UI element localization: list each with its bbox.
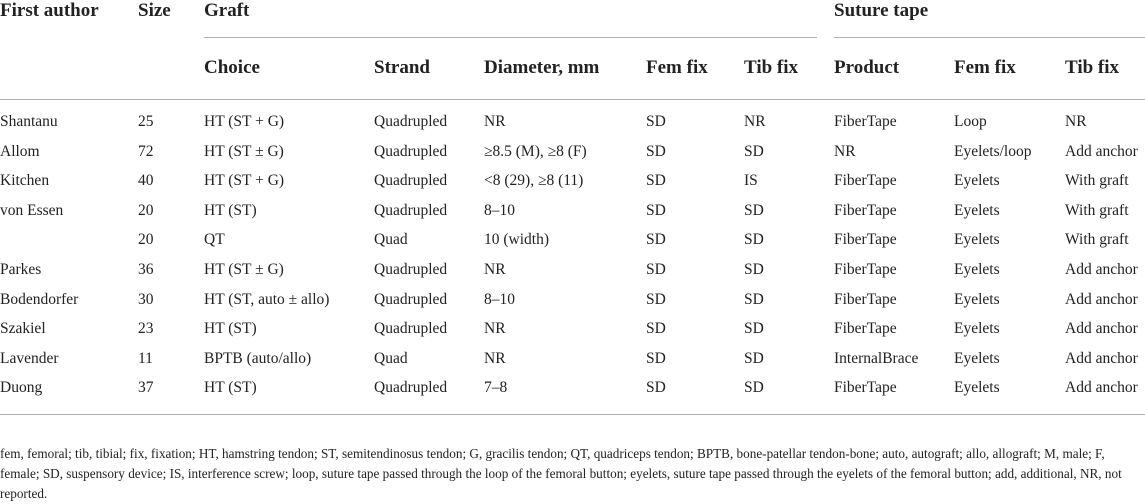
cell-strand: Quad <box>374 350 408 367</box>
cell-tape-fem-fix: Loop <box>954 113 987 130</box>
cell-strand: Quad <box>374 231 408 248</box>
cell-size: 23 <box>138 320 154 337</box>
header-strand: Strand <box>374 57 430 78</box>
cell-size: 20 <box>138 231 154 248</box>
cell-graft-fem-fix: SD <box>646 261 666 278</box>
cell-tape-fem-fix: Eyelets <box>954 350 1000 367</box>
cell-tape-tib-fix: NR <box>1065 113 1087 130</box>
header-graft-fem-fix: Fem fix <box>646 57 708 78</box>
cell-graft-fem-fix: SD <box>646 202 666 219</box>
cell-tape-tib-fix: Add anchor <box>1065 143 1138 160</box>
cell-first-author: Bodendorfer <box>0 291 79 308</box>
cell-graft-fem-fix: SD <box>646 379 666 396</box>
cell-tape-tib-fix: With graft <box>1065 231 1129 248</box>
cell-graft-fem-fix: SD <box>646 143 666 160</box>
header-size: Size <box>138 0 171 21</box>
cell-first-author: Parkes <box>0 261 42 278</box>
cell-diameter: 10 (width) <box>484 231 550 248</box>
cell-graft-fem-fix: SD <box>646 350 666 367</box>
cell-graft-tib-fix: SD <box>744 291 764 308</box>
cell-choice: QT <box>204 231 225 248</box>
cell-strand: Quadrupled <box>374 320 448 337</box>
header-product: Product <box>834 57 900 78</box>
cell-first-author: Kitchen <box>0 172 50 189</box>
cell-choice: HT (ST, auto ± allo) <box>204 291 330 308</box>
cell-tape-fem-fix: Eyelets/loop <box>954 143 1032 160</box>
cell-strand: Quadrupled <box>374 291 448 308</box>
cell-strand: Quadrupled <box>374 379 448 396</box>
cell-size: 20 <box>138 202 154 219</box>
cell-size: 72 <box>138 143 154 160</box>
cell-first-author: Duong <box>0 379 43 396</box>
header-graft: Graft <box>204 0 250 21</box>
cell-graft-tib-fix: SD <box>744 320 764 337</box>
cell-strand: Quadrupled <box>374 172 448 189</box>
header-diameter: Diameter, mm <box>484 57 600 78</box>
header-choice: Choice <box>204 57 260 78</box>
cell-tape-fem-fix: Eyelets <box>954 202 1000 219</box>
cell-first-author: Shantanu <box>0 113 58 130</box>
cell-graft-tib-fix: IS <box>744 172 758 189</box>
cell-diameter: 8–10 <box>484 202 515 219</box>
cell-graft-fem-fix: SD <box>646 291 666 308</box>
cell-graft-tib-fix: SD <box>744 231 764 248</box>
cell-product: FiberTape <box>834 202 897 219</box>
cell-product: FiberTape <box>834 231 897 248</box>
cell-first-author: Allom <box>0 143 40 160</box>
cell-size: 30 <box>138 291 154 308</box>
cell-strand: Quadrupled <box>374 113 448 130</box>
cell-product: FiberTape <box>834 261 897 278</box>
cell-graft-tib-fix: SD <box>744 379 764 396</box>
cell-graft-fem-fix: SD <box>646 113 666 130</box>
cell-choice: HT (ST) <box>204 320 257 337</box>
cell-size: 11 <box>138 350 153 367</box>
cell-graft-fem-fix: SD <box>646 320 666 337</box>
cell-tape-fem-fix: Eyelets <box>954 261 1000 278</box>
header-first-author: First author <box>0 0 99 21</box>
cell-strand: Quadrupled <box>374 261 448 278</box>
cell-first-author: Szakiel <box>0 320 46 337</box>
header-graft-tib-fix: Tib fix <box>744 57 799 78</box>
suture-tape-group-rule <box>834 37 1145 38</box>
cell-product: FiberTape <box>834 172 897 189</box>
cell-graft-tib-fix: NR <box>744 113 766 130</box>
cell-tape-fem-fix: Eyelets <box>954 291 1000 308</box>
cell-product: InternalBrace <box>834 350 919 367</box>
cell-graft-tib-fix: SD <box>744 202 764 219</box>
cell-tape-tib-fix: With graft <box>1065 202 1129 219</box>
cell-diameter: <8 (29), ≥8 (11) <box>484 172 584 189</box>
cell-size: 37 <box>138 379 154 396</box>
cell-tape-fem-fix: Eyelets <box>954 172 1000 189</box>
cell-product: FiberTape <box>834 113 897 130</box>
header-tape-fem-fix: Fem fix <box>954 57 1016 78</box>
cell-tape-tib-fix: Add anchor <box>1065 350 1138 367</box>
cell-choice: BPTB (auto/allo) <box>204 350 312 367</box>
cell-choice: HT (ST + G) <box>204 113 285 130</box>
cell-graft-fem-fix: SD <box>646 172 666 189</box>
cell-diameter: NR <box>484 320 506 337</box>
header-suture-tape: Suture tape <box>834 0 929 21</box>
cell-graft-tib-fix: SD <box>744 350 764 367</box>
cell-tape-fem-fix: Eyelets <box>954 320 1000 337</box>
cell-diameter: 7–8 <box>484 379 508 396</box>
cell-graft-fem-fix: SD <box>646 231 666 248</box>
header-tape-tib-fix: Tib fix <box>1065 57 1120 78</box>
cell-tape-tib-fix: Add anchor <box>1065 320 1138 337</box>
cell-size: 25 <box>138 113 154 130</box>
cell-choice: HT (ST) <box>204 202 257 219</box>
header-bottom-rule <box>0 99 1145 100</box>
cell-diameter: ≥8.5 (M), ≥8 (F) <box>484 143 587 160</box>
cell-choice: HT (ST + G) <box>204 172 285 189</box>
cell-graft-tib-fix: SD <box>744 261 764 278</box>
cell-tape-tib-fix: Add anchor <box>1065 291 1138 308</box>
cell-strand: Quadrupled <box>374 143 448 160</box>
cell-strand: Quadrupled <box>374 202 448 219</box>
graft-group-rule <box>204 37 817 38</box>
cell-diameter: NR <box>484 350 506 367</box>
cell-size: 36 <box>138 261 154 278</box>
cell-graft-tib-fix: SD <box>744 143 764 160</box>
table-footnote: fem, femoral; tib, tibial; fix, fixation; HT, hamstring tendon; ST, semitendinosus tendon; G, gracilis tendon; QT, quadriceps tendon; BPTB, bone-patellar tendon-bone; auto, autograft; allo, allograft; M, male; F, female; SD, suspensory device; IS, interference screw; loop, suture tape passed through the loop of the femoral button; eyelets, suture tape passed through the eyelets of the femoral button; add, additional, NR, not reported. <box>0 446 1122 501</box>
cell-tape-tib-fix: With graft <box>1065 172 1129 189</box>
cell-tape-tib-fix: Add anchor <box>1065 261 1138 278</box>
cell-choice: HT (ST) <box>204 379 257 396</box>
cell-diameter: NR <box>484 261 506 278</box>
cell-diameter: 8–10 <box>484 291 515 308</box>
cell-tape-fem-fix: Eyelets <box>954 231 1000 248</box>
table-bottom-rule <box>0 414 1145 415</box>
cell-tape-tib-fix: Add anchor <box>1065 379 1138 396</box>
cell-diameter: NR <box>484 113 506 130</box>
cell-tape-fem-fix: Eyelets <box>954 379 1000 396</box>
cell-product: FiberTape <box>834 291 897 308</box>
cell-choice: HT (ST ± G) <box>204 143 284 160</box>
cell-first-author: von Essen <box>0 202 64 219</box>
cell-first-author: Lavender <box>0 350 59 367</box>
cell-product: FiberTape <box>834 379 897 396</box>
cell-size: 40 <box>138 172 154 189</box>
cell-choice: HT (ST ± G) <box>204 261 284 278</box>
cell-product: NR <box>834 143 856 160</box>
cell-product: FiberTape <box>834 320 897 337</box>
